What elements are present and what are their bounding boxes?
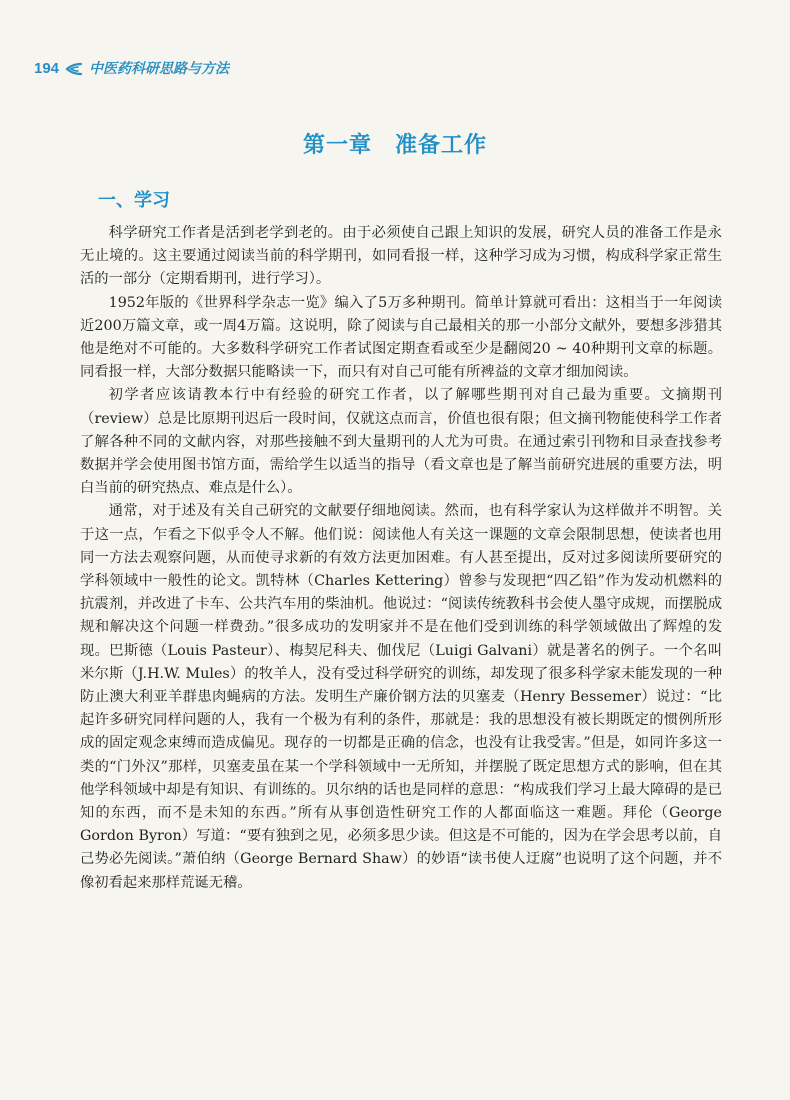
running-title: 中医药科研思路与方法 xyxy=(89,61,230,77)
paragraph: 通常，对于述及有关自己研究的文献要仔细地阅读。然而，也有科学家认为这样做并不明智。关于这一点，乍看之下似乎令人不解。他们说：阅读他人有关这一课题的文章会限制思想，使读者也用同一方法去观察问题，从而使寻求新的有效方法更加困难。有人甚至提出，反对过多阅读所要研究的学科领域中一般性的论文。凯特林（Charles Kettering）曾参与发现把“四乙铅”作为发动机燃料的抗震剂，并改进了卡车、公共汽车用的柴油机。他说过：“阅读传统教科书会使人墨守成规，而摆脱成规和解决这个问题一样费劲。”很多成功的发明家并不是在他们受到训练的科学领域做出了辉煌的发现。巴斯德（Louis Pasteur）、梅契尼科夫、伽伐尼（Luigi Galvani）就是著名的例子。一个名叫米尔斯（J.H.W. Mules）的牧羊人，没有受过科学研究的训练，却发现了很多科学家未能发现的一种防止澳大利亚羊群患肉蝇病的方法。发明生产廉价钢方法的贝塞麦（Henry Bessemer）说过：“比起许多研究同样问题的人，我有一个极为有利的条件，那就是：我的思想没有被长期既定的惯例所形成的固定观念束缚而造成偏见。现存的一切都是正确的信念，也没有让我受害。”但是，如同许多这一类的“门外汉”那样，贝塞麦虽在某一个学科领域中一无所知，并摆脱了既定思想方式的影响，但在其他学科领域中却是有知识、有训练的。贝尔纳的话也是同样的意思：“构成我们学习上最大障碍的是已知的东西，而不是未知的东西。”所有从事创造性研究工作的人都面临这一难题。拜伦（George Gordon Byron）写道：“要有独到之见，必须多思少读。但这是不可能的，因为在学会思考以前，自己势必先阅读。”萧伯纳（George Bernard Shaw）的妙语“读书使人迂腐”也说明了这个问题，并不像初看起来那样荒诞无稽。 xyxy=(80,503,722,891)
paragraph: 科学研究工作者是活到老学到老的。由于必须使自己跟上知识的发展，研究人员的准备工作是永无止境的。这主要通过阅读当前的科学期刊，如同看报一样，这种学习成为习惯，构成科学家正常生活的一部分（定期看期刊，进行学习）。 xyxy=(80,225,722,288)
body-text xyxy=(80,222,722,895)
paragraph: 1952年版的《世界科学杂志一览》编入了5万多种期刊。简单计算就可看出：这相当于一年阅读近200万篇文章，或一周4万篇。这说明，除了阅读与自己最相关的那一小部分文献外，要想多涉猎其他是绝对不可能的。大多数科学研究工作者试图定期查看或至少是翻阅20 ~ 40种期刊文章的标题。同看报一样，大部分数据只能略读一下，而只有对自己可能有所裨益的文章才细加阅读。 xyxy=(80,294,722,381)
paragraph: 初学者应该请教本行中有经验的研究工作者，以了解哪些期刊对自己最为重要。文摘期刊（review）总是比原期刊迟后一段时间，仅就这点而言，价值也很有限；但文摘刊物能使科学工作者了解各种不同的文献内容，对那些接触不到大量期刊的人尤为可贵。在通过索引刊物和目录查找参考数据并学会使用图书馆方面，需给学生以适当的指导（看文章也是了解当前研究进展的重要方法，明白当前的研究热点、难点是什么）。 xyxy=(80,387,722,497)
running-header xyxy=(34,58,229,78)
page-number: 194 xyxy=(34,59,60,77)
section-heading: 一、学习 xyxy=(98,190,170,211)
chapter-title: 第一章 准备工作 xyxy=(302,132,487,158)
swoosh-arrow-icon xyxy=(65,61,83,75)
